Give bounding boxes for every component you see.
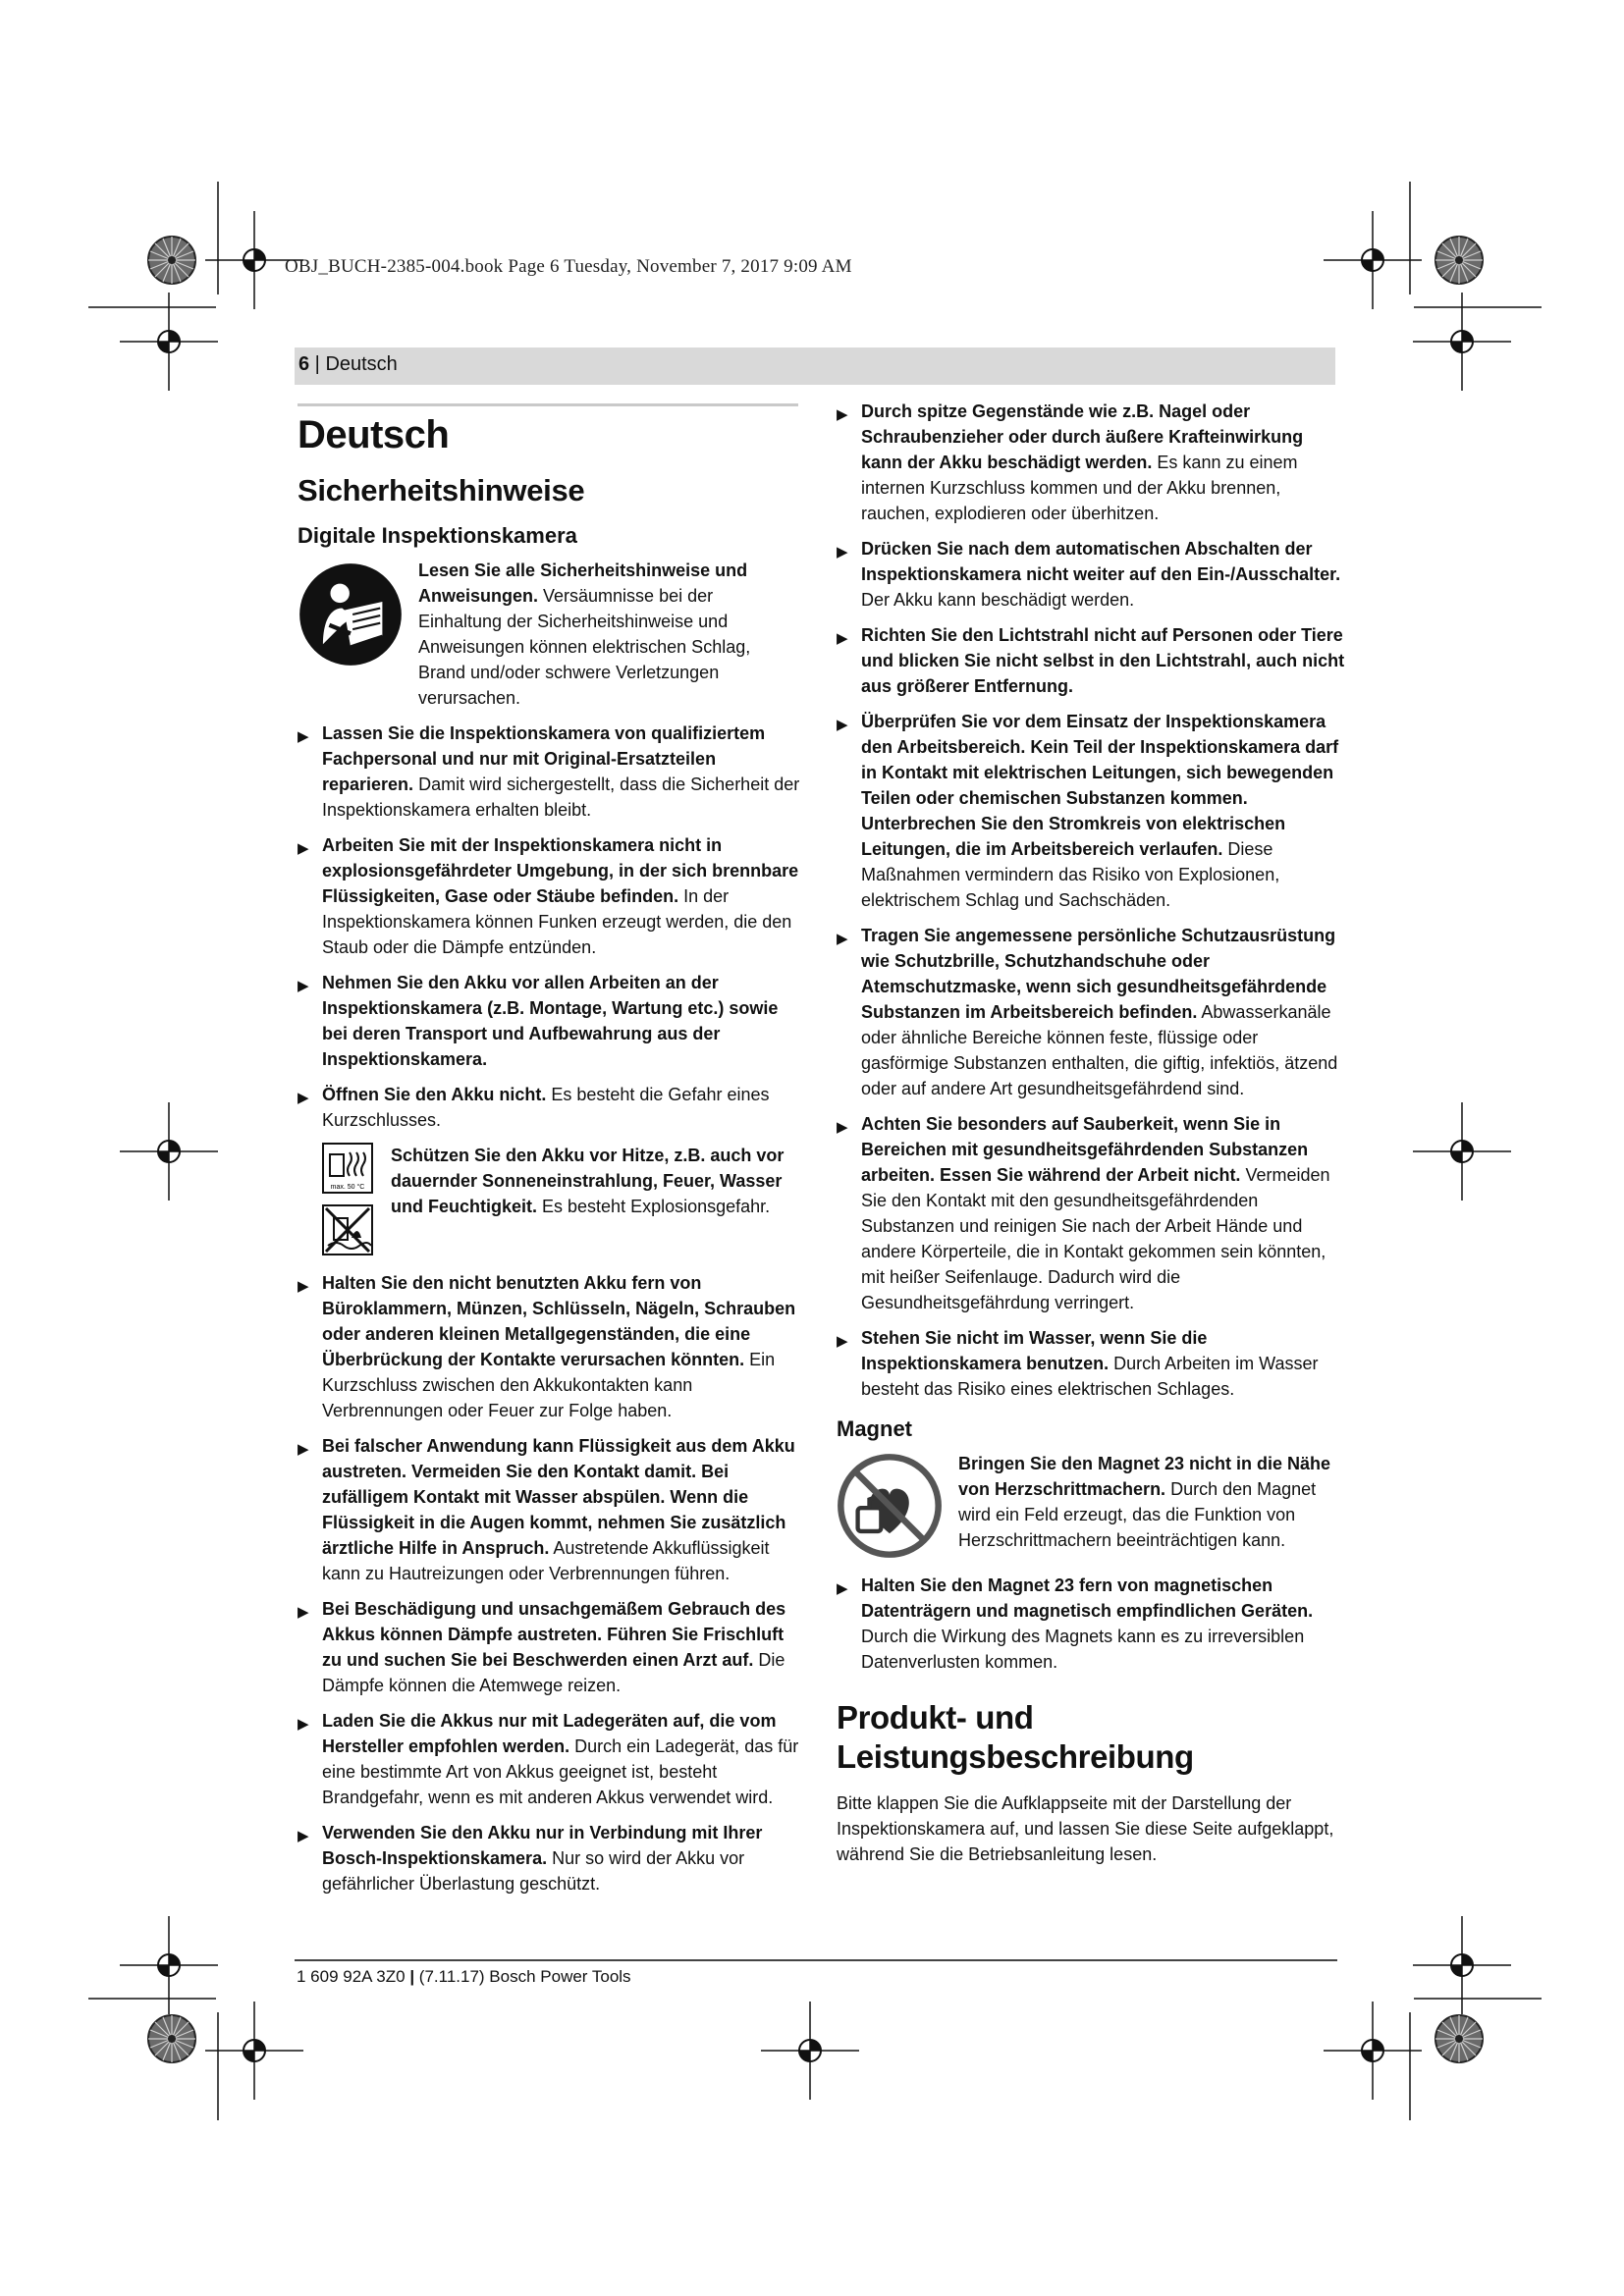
item-text: Die Dämpfe können die Atemwege reizen. (322, 1650, 785, 1695)
page-number: 6 (298, 353, 310, 375)
triangle-bullet-icon: ▶ (298, 1716, 309, 1733)
item-bold: Achten Sie besonders auf Sauberkeit, wenn Sie in Bereichen mit gesundheitsgefährdenden Substanzen arbeiten. Essen Sie während der Arbeit nicht. (861, 1114, 1309, 1185)
triangle-bullet-icon: ▶ (298, 1604, 309, 1621)
registration-mark-icon (205, 211, 303, 309)
item-text: Diese Maßnahmen vermindern das Risiko von Explosionen, elektrischem Schlag und Sachschäden. (861, 839, 1280, 910)
item-text: Der Akku kann beschädigt werden. (861, 590, 1135, 610)
registration-mark-icon (1324, 2002, 1422, 2100)
triangle-bullet-icon: ▶ (298, 1090, 309, 1106)
triangle-bullet-icon: ▶ (837, 1333, 848, 1350)
item-text: Nur so wird der Akku vor gefährlicher Überlastung geschützt. (322, 1848, 745, 1894)
item-bold: Tragen Sie angemessene persönliche Schutzausrüstung wie Schutzbrille, Schutzhandschuhe oder Atemschutzmaske, wenn sich gesundheitsgefährdende Substanzen im Arbeitsbereich befinden. (861, 926, 1336, 1022)
registration-mark-icon (1324, 211, 1422, 309)
registration-mark-icon (205, 2002, 303, 2100)
item-bold: Halten Sie den nicht benutzten Akku fern von Büroklammern, Münzen, Schlüsseln, Nägeln, Schrauben oder anderen kleinen Metallgegenständen, die eine Überbrückung der Kontakte verursachen könnten. (322, 1273, 796, 1369)
print-imprint: OBJ_BUCH-2385-004.book Page 6 Tuesday, November 7, 2017 9:09 AM (285, 256, 852, 277)
magnet-body: Durch den Magnet wird ein Feld erzeugt, das die Funktion von Herzschrittmachern beeinträchtigen kann. (958, 1479, 1317, 1550)
triangle-bullet-icon: ▶ (837, 544, 848, 561)
color-wheel-icon (1435, 2015, 1483, 2062)
item-text: Vermeiden Sie den Kontakt mit den gesundheitsgefährdenden Substanzen und reinigen Sie nach der Arbeit Hände und andere Körperteile, die in Kontakt gekommen sein könnten, mit heißer Seifenlauge. Dadurch wird die Gesundheitsgefährdung verringert. (861, 1165, 1330, 1312)
item-bold: Drücken Sie nach dem automatischen Abschalten der Inspektionskamera nicht weiter auf den Ein-/Ausschalter. (861, 539, 1341, 584)
magnet-bold: Bringen Sie den Magnet 23 nicht in die Nähe von Herzschrittmachern. (958, 1454, 1331, 1499)
header-separator: | (309, 353, 326, 375)
item-text: Austretende Akkuflüssigkeit kann zu Hautreizungen oder Verbrennungen führen. (322, 1538, 770, 1583)
triangle-bullet-icon: ▶ (837, 717, 848, 733)
item-bold: Lassen Sie die Inspektionskamera von qualifiziertem Fachpersonal und nur mit Original-Ersatzteilen reparieren. (322, 723, 766, 794)
item-bold: Verwenden Sie den Akku nur in Verbindung mit Ihrer Bosch-Inspektionskamera. (322, 1823, 763, 1868)
item-bold: Bei falscher Anwendung kann Flüssigkeit aus dem Akku austreten. Vermeiden Sie den Kontakt damit. Bei zufälligem Kontakt mit Wasser abspülen. Wenn die Flüssigkeit in die Augen kommt, nehmen Sie zusätzlich ärztliche Hilfe in Anspruch. (322, 1436, 795, 1558)
footer-separator: | (405, 1967, 419, 1986)
item-text: Durch die Wirkung des Magnets kann es zu irreversiblen Datenverlusten kommen. (861, 1627, 1305, 1672)
registration-mark-icon (120, 1916, 218, 2014)
triangle-bullet-icon: ▶ (837, 630, 848, 647)
triangle-bullet-icon: ▶ (837, 1580, 848, 1597)
registration-mark-icon (120, 1102, 218, 1201)
crop-marks (88, 182, 1542, 2120)
product-text: Bitte klappen Sie die Aufklappseite mit der Darstellung der Inspektionskamera auf, und lassen Sie diese Seite aufgeklappt, während Sie die Betriebsanleitung lesen. (837, 1793, 1334, 1864)
footer-info: (7.11.17) Bosch Power Tools (418, 1967, 631, 1986)
item-text: Es besteht die Gefahr eines Kurzschlusses. (322, 1085, 770, 1130)
heat-icon-label: max. 50 °C (330, 1184, 365, 1191)
magnet-heading: Magnet (837, 1416, 912, 1441)
item-text: Ein Kurzschluss zwischen den Akkukontakten kann Verbrennungen oder Feuer zur Folge haben. (322, 1350, 776, 1420)
item-text: In der Inspektionskamera können Funken erzeugt werden, die den Staub oder die Dämpfe entzünden. (322, 886, 792, 957)
heat-body: Es besteht Explosionsgefahr. (537, 1197, 771, 1216)
registration-mark-icon (1413, 1102, 1511, 1201)
heat-bold: Schützen Sie den Akku vor Hitze, z.B. auch vor dauernder Sonneneinstrahlung, Feuer, Wasser und Feuchtigkeit. (391, 1146, 785, 1216)
page-title: Deutsch (298, 413, 450, 456)
item-bold: Überprüfen Sie vor dem Einsatz der Inspektionskamera den Arbeitsbereich. Kein Teil der Inspektionskamera darf in Kontakt mit elektrischen Leitungen, sich bewegenden Teilen oder chemischen Substanzen kommen. Unterbrechen Sie den Stromkreis von elektrischen Leitungen, die im Arbeitsbereich verlaufen. (861, 712, 1339, 859)
color-wheel-icon (148, 237, 195, 284)
triangle-bullet-icon: ▶ (837, 1119, 848, 1136)
item-text: Durch Arbeiten im Wasser besteht das Risiko eines elektrischen Schlages. (861, 1354, 1319, 1399)
triangle-bullet-icon: ▶ (298, 728, 309, 745)
item-text: Durch ein Ladegerät, das für eine bestimmte Art von Akkus geeignet ist, besteht Brandgefahr, wenn es mit anderen Akkus verwendet wird. (322, 1736, 799, 1807)
product-heading: Produkt- und Leistungsbeschreibung (837, 1699, 1194, 1775)
doc-number: 1 609 92A 3Z0 (297, 1967, 406, 1986)
registration-mark-icon (1413, 1916, 1511, 2014)
triangle-bullet-icon: ▶ (837, 406, 848, 423)
item-text: Es kann zu einem internen Kurzschluss kommen und der Akku brennen, rauchen, explodieren oder überhitzen. (861, 453, 1298, 523)
triangle-bullet-icon: ▶ (298, 1441, 309, 1458)
registration-mark-icon (761, 2002, 859, 2100)
triangle-bullet-icon: ▶ (298, 978, 309, 994)
item-bold: Öffnen Sie den Akku nicht. (322, 1085, 547, 1104)
item-bold: Halten Sie den Magnet 23 fern von magnetischen Datenträgern und magnetisch empfindlichen Geräten. (861, 1575, 1314, 1621)
intro-bold: Lesen Sie alle Sicherheitshinweise und Anweisungen. (418, 561, 748, 606)
color-wheel-icon (148, 2015, 195, 2062)
triangle-bullet-icon: ▶ (298, 1278, 309, 1295)
triangle-bullet-icon: ▶ (837, 931, 848, 947)
item-bold: Nehmen Sie den Akku vor allen Arbeiten an der Inspektionskamera (z.B. Montage, Wartung etc.) sowie bei deren Transport und Aufbewahrung aus der Inspektionskamera. (322, 973, 779, 1069)
section-heading: Sicherheitshinweise (298, 473, 585, 507)
intro-body: Versäumnisse bei der Einhaltung der Sicherheitshinweise und Anweisungen können elektrischen Schlag, Brand und/oder schwere Verletzungen verursachen. (418, 586, 751, 708)
item-bold: Bei Beschädigung und unsachgemäßem Gebrauch des Akkus können Dämpfe austreten. Führen Sie Frischluft zu und suchen Sie bei Beschwerden einen Arzt auf. (322, 1599, 786, 1670)
triangle-bullet-icon: ▶ (298, 840, 309, 857)
item-bold: Laden Sie die Akkus nur mit Ladegeräten auf, die vom Hersteller empfohlen werden. (322, 1711, 777, 1756)
item-bold: Richten Sie den Lichtstrahl nicht auf Personen oder Tiere und blicken Sie nicht selbst in den Lichtstrahl, auch nicht aus größerer Entfernung. (861, 625, 1345, 696)
color-wheel-icon (1435, 237, 1483, 284)
subsection-heading: Digitale Inspektionskamera (298, 523, 577, 548)
item-bold: Durch spitze Gegenstände wie z.B. Nagel oder Schraubenzieher oder durch äußere Krafteinwirkung kann der Akku beschädigt werden. (861, 401, 1304, 472)
item-text: Abwasserkanäle oder ähnliche Bereiche können feste, flüssige oder gasförmige Substanzen enthalten, die giftig, infektiös, ätzend oder auf andere Art gesundheitsgefährdend sind. (861, 1002, 1338, 1098)
item-bold: Arbeiten Sie mit der Inspektionskamera nicht in explosionsgefährdeter Umgebung, in der sich brennbare Flüssigkeiten, Gase oder Stäube befinden. (322, 835, 799, 906)
triangle-bullet-icon: ▶ (298, 1828, 309, 1844)
item-bold: Stehen Sie nicht im Wasser, wenn Sie die Inspektionskamera benutzen. (861, 1328, 1208, 1373)
header-language: Deutsch (325, 353, 398, 375)
item-text: Damit wird sichergestellt, dass die Sicherheit der Inspektionskamera erhalten bleibt. (322, 774, 800, 820)
